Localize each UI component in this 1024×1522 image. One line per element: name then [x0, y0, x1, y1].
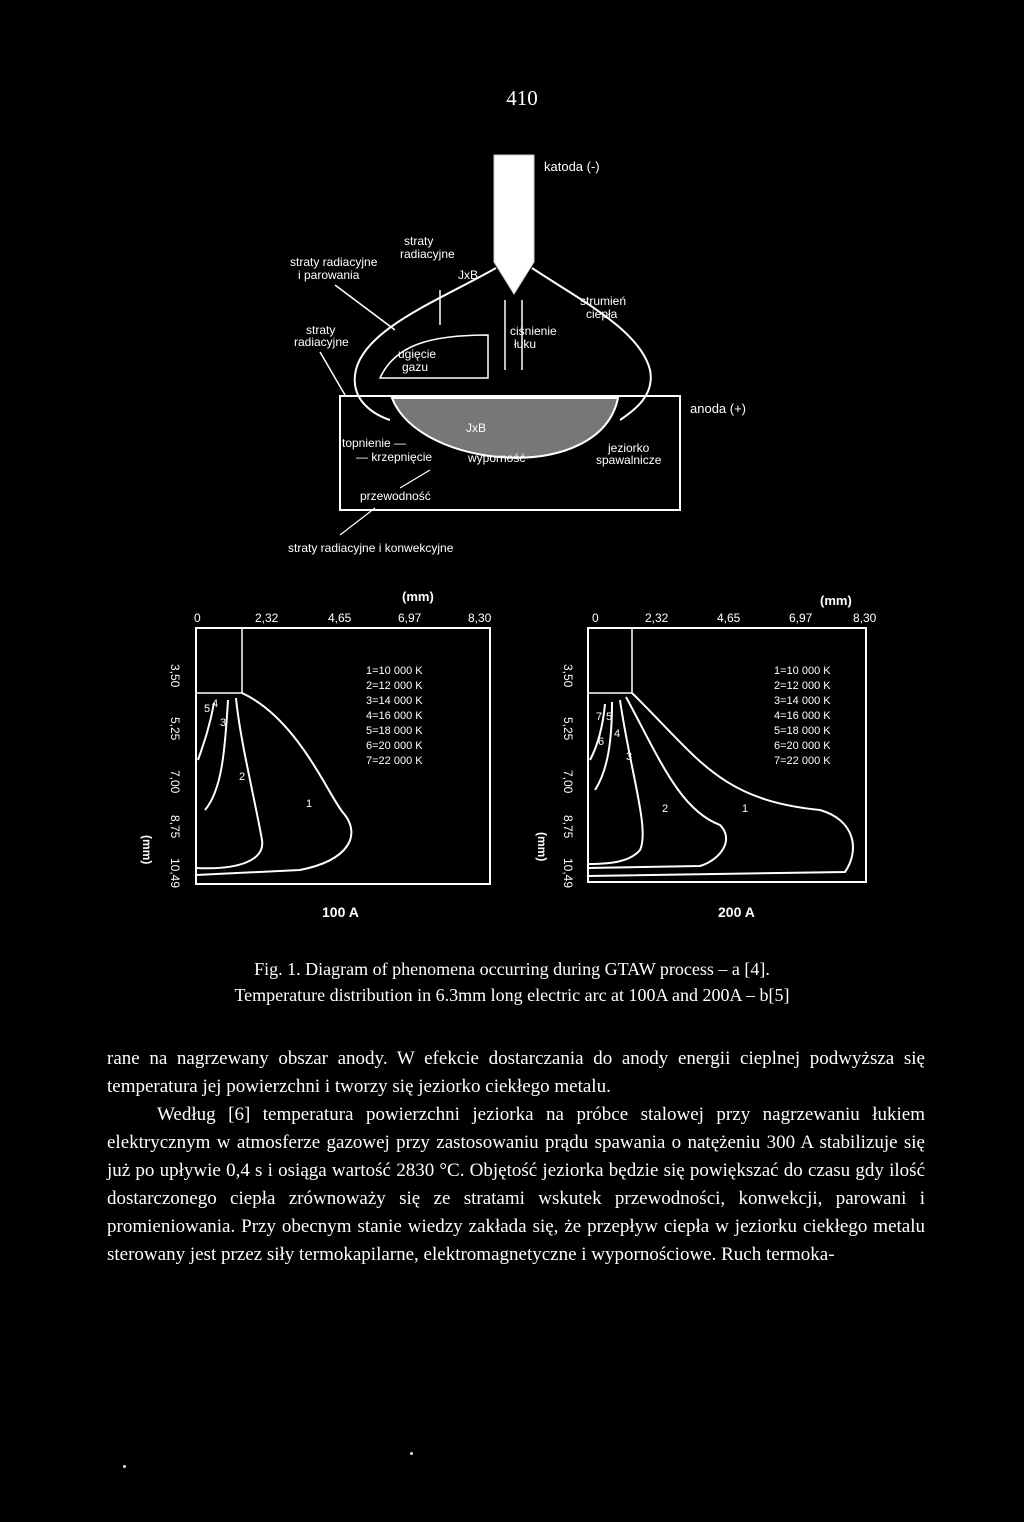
plot1-x-tick: 2,32	[255, 611, 279, 625]
plot2-y-ticks	[535, 664, 575, 888]
speck	[410, 1452, 413, 1455]
plot2-legend-item: 5=18 000 K	[774, 725, 831, 737]
caption-line-2: Temperature distribution in 6.3mm long electric arc at 100A and 200A – b[5]	[234, 985, 790, 1005]
arc-pressure-2: łuku	[514, 337, 537, 351]
plot1-legend	[366, 665, 423, 767]
plot2-y-tick: 10,49	[561, 858, 575, 889]
plot2-y-tick: 3,50	[561, 664, 575, 688]
arrow-conduction	[400, 470, 430, 488]
heat-flux-2: ciepła	[586, 307, 618, 321]
caption-line-1: Fig. 1. Diagram of phenomena occurring during GTAW process – a [4].	[254, 959, 770, 979]
gas-deflection-2: gazu	[402, 360, 429, 374]
plot1-legend-item: 6=20 000 K	[366, 740, 423, 752]
plot1-y-tick: 10,49	[168, 858, 182, 889]
electrode	[494, 155, 534, 294]
weld-pool	[392, 398, 618, 458]
gtaw-diagram	[288, 155, 746, 555]
plot2-y-tick: 8,75	[561, 815, 575, 839]
figure-caption	[0, 956, 1024, 1008]
plot1-frame	[196, 628, 490, 884]
rad-left-1: straty	[306, 323, 336, 337]
paragraph-1: rane na nagrzewany obszar anody. W efekcie dostarczania do anody energii cieplnej podwyższa się temperatura jej powierzchni i tworzy się jeziorko ciekłego metalu.	[107, 1048, 925, 1097]
plot2-contour-label: 1	[742, 803, 749, 815]
plot1-contour-label: 5	[204, 703, 211, 715]
plot1-x-tick: 4,65	[328, 611, 352, 625]
melting-2: — krzepnięcie	[356, 450, 433, 464]
plot2-contour-3	[588, 700, 643, 864]
plot2-x-tick: 0	[592, 611, 599, 625]
plot2-contour-label: 3	[626, 751, 633, 763]
melting-1: topnienie —	[342, 436, 407, 450]
arrow-rad-left	[320, 352, 345, 395]
plot1-y-tick: 7,00	[168, 770, 182, 794]
plot2-x-tick: 4,65	[717, 611, 741, 625]
plot2-x-tick: 2,32	[645, 611, 669, 625]
plot2-legend-item: 6=20 000 K	[774, 740, 831, 752]
plot1-x-tick: 8,30	[468, 611, 492, 625]
plot2-legend	[774, 665, 831, 767]
plot2-legend-item: 2=12 000 K	[774, 680, 831, 692]
plot2-y-tick: 7,00	[561, 770, 575, 794]
plot1-legend-item: 7=22 000 K	[366, 755, 423, 767]
plot1-electrode	[196, 628, 242, 693]
paragraph-2: Według [6] temperatura powierzchni jeziorka na próbce stalowej przy nagrzewaniu łukiem elektrycznym w atmosferze gazowej przy zastosowaniu prądu spawania o natężeniu 300 A stabilizuje się już po upływie 0,4 s i osiąga wartość 2830 °C. Objętość jeziorka będzie się powiększać do czasu gdy ilość dostarczonego ciepła zrównoważy się ze stratami wskutek przewodności, konwekcji, parowani i promieniowania. Przy obecnym stanie wiedzy zakłada się, że przepływ ciepła w jeziorku ciekłego metalu sterowany jest przez siły termokapilarne, elektromagnetyczne i wypornościowe. Ruch termoka-	[107, 1104, 925, 1265]
plot1-contour-label: 3	[220, 717, 227, 729]
plot1-x-tick: 0	[194, 611, 201, 625]
temperature-plot-200a	[535, 593, 877, 920]
anode-label: anoda (+)	[690, 401, 747, 416]
plot1-y-tick: 8,75	[168, 815, 182, 839]
body-text	[107, 1045, 925, 1269]
plot1-y-ticks	[140, 664, 182, 888]
plot2-legend-item: 4=16 000 K	[774, 710, 831, 722]
arrow-evap	[335, 285, 395, 330]
rad-evap-1: straty radiacyjne	[290, 255, 378, 269]
plot1-contour-label: 1	[306, 798, 313, 810]
rad-conv: straty radiacyjne i konwekcyjne	[288, 541, 454, 555]
gas-deflection-1: ugięcie	[398, 347, 437, 361]
plot1-contour-2	[196, 698, 262, 868]
plot2-electrode	[588, 628, 632, 693]
weld-pool-2: spawalnicze	[596, 453, 662, 467]
plot1-contour-label: 4	[212, 698, 219, 710]
rad-losses-top-1: straty	[404, 234, 434, 248]
plot2-unit-side: (mm)	[535, 832, 549, 862]
jxb-pool: JxB	[466, 421, 487, 435]
plot1-y-tick: 3,50	[168, 664, 182, 688]
speck	[123, 1465, 126, 1468]
jxb-top: JxB	[458, 268, 479, 282]
plot1-legend-item: 5=18 000 K	[366, 725, 423, 737]
heat-flux-1: strumień	[580, 294, 627, 308]
cathode-label: katoda (-)	[544, 159, 600, 174]
temperature-plot-100a	[140, 589, 492, 920]
plot2-y-tick: 5,25	[561, 717, 575, 741]
plot2-legend-item: 1=10 000 K	[774, 665, 831, 677]
plot2-x-tick: 6,97	[789, 611, 813, 625]
conduction: przewodność	[360, 489, 431, 503]
plot1-x-tick: 6,97	[398, 611, 422, 625]
plot2-legend-item: 7=22 000 K	[774, 755, 831, 767]
plot1-legend-item: 2=12 000 K	[366, 680, 423, 692]
plot2-contour-label: 6	[598, 736, 605, 748]
plot1-legend-item: 3=14 000 K	[366, 695, 423, 707]
page-number: 410	[506, 86, 538, 110]
arrow-conv	[340, 508, 375, 535]
plot1-unit-top: (mm)	[402, 589, 434, 604]
plot2-contour-label: 4	[614, 728, 621, 740]
weld-pool-1: jeziorko	[608, 441, 650, 455]
arc-pressure-1: ciśnienie	[510, 324, 557, 338]
plot1-contour-label: 2	[239, 771, 246, 783]
plot2-contour-label: 5	[606, 711, 613, 723]
plot2-contour-label: 7	[596, 711, 603, 723]
plot1-y-tick: 5,25	[168, 717, 182, 741]
plot2-contour-label: 2	[662, 803, 669, 815]
plot2-legend-item: 3=14 000 K	[774, 695, 831, 707]
rad-losses-top-2: radiacyjne	[400, 247, 455, 261]
plot1-current: 100 A	[322, 904, 359, 920]
plot1-unit-side: (mm)	[140, 835, 154, 865]
rad-evap-2: i parowania	[298, 268, 360, 282]
plot2-x-tick: 8,30	[853, 611, 877, 625]
plot2-unit-top: (mm)	[820, 593, 852, 608]
plot1-legend-item: 1=10 000 K	[366, 665, 423, 677]
rad-left-2: radiacyjne	[294, 335, 349, 349]
plot2-current: 200 A	[718, 904, 755, 920]
buoyancy: wyporność	[468, 451, 526, 465]
plot1-legend-item: 4=16 000 K	[366, 710, 423, 722]
